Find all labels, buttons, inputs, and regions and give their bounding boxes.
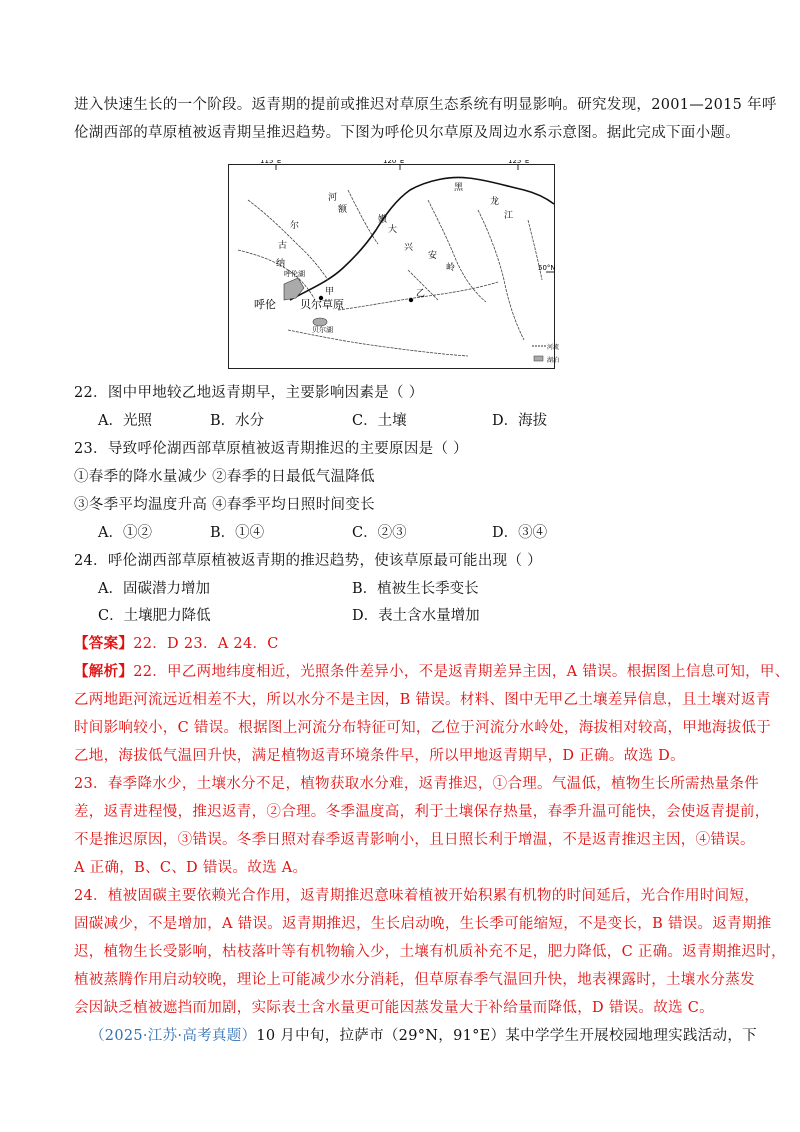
q22-stem: 22．图中甲地较乙地返青期早，主要影响因素是（ ） <box>74 385 424 401</box>
hulun-lake-label: 呼伦湖 <box>284 270 305 278</box>
river-char-e: 额 <box>338 205 348 215</box>
river-char-hei: 黑 <box>454 183 464 193</box>
intro-line-2: 伦湖西部的草原植被返青期呈推迟趋势。下图为呼伦贝尔草原及周边水系示意图。据此完成下面小题。 <box>74 125 740 141</box>
analysis-line-1 <box>74 660 790 681</box>
point-yi-marker <box>409 298 413 302</box>
lon-120-label: 120°E <box>383 160 405 165</box>
q23-stem: 23．导致呼伦湖西部草原植被返青期推迟的主要原因是（ ） <box>74 441 468 457</box>
intro-line-1: 进入快速生长的一个阶段。返青期的提前或推迟对草原生态系统有明显影响。研究发现，2001—2015 年呼 <box>74 97 777 113</box>
legend-river-label: 河流 <box>547 344 560 351</box>
q23-items-2: ③冬季平均温度升高 ④春季平均日照时间变长 <box>74 497 375 513</box>
map-svg <box>228 160 562 370</box>
analysis-line-9: 24．植被固碳主要依赖光合作用，返青期推迟意味着植被开始积累有机物的时间延后，光合作用时间短， <box>74 888 760 904</box>
analysis-line-2: 乙两地距河流远近相差不大，所以水分不是主因，B 错误。材料、图中无甲乙土壤差异信息，且土壤对返青 <box>74 692 771 708</box>
grassland-label: 贝尔草原 <box>300 298 344 311</box>
q23-items-1: ①春季的降水量减少 ②春季的日最低气温降低 <box>74 469 375 485</box>
mountain-char-an: 安 <box>428 251 438 261</box>
q22-option-a: A．光照 <box>98 413 152 429</box>
answer-tag: 【答案】 <box>74 635 134 652</box>
buir-lake-label: 贝尔湖 <box>312 326 333 334</box>
analysis-line-5: 23．春季降水少，土壤水分不足，植物获取水分难，返青推迟，①合理。气温低，植物生长所需热量条件 <box>74 776 760 792</box>
next-question-text: 10 月中旬，拉萨市（29°N，91°E）某中学学生开展校园地理实践活动，下 <box>256 1028 757 1044</box>
analysis-line-6: 差，返青进程慢，推迟返青，②合理。冬季温度高，利于土壤保存热量，春季升温可能快，会使返青提前， <box>74 804 770 820</box>
mountain-char-ling: 岭 <box>446 263 456 273</box>
q22-option-b: B．水分 <box>210 413 265 429</box>
q24-option-b: B．植被生长季变长 <box>352 581 479 597</box>
analysis-text-1: 22．甲乙两地纬度相近，光照条件差异小，不是返青期差异主因，A 错误。根据图上信息可知，甲、 <box>133 664 790 680</box>
river-char-nen: 嫩 <box>378 215 388 225</box>
q22-option-c: C．土壤 <box>352 413 407 429</box>
analysis-line-8: A 正确，B、C、D 错误。故选 A。 <box>74 860 308 876</box>
legend-lake-icon <box>534 356 543 361</box>
analysis-line-13: 会因缺乏植被遮挡而加剧，实际表土含水量更可能因蒸发量大于补给量而降低，D 错误。故选 C。 <box>74 1000 714 1016</box>
lat-50-label: 50°N <box>538 264 556 272</box>
hulun-label: 呼伦 <box>254 298 276 311</box>
q24-stem: 24．呼伦湖西部草原植被返青期的推迟趋势，使该草原最可能出现（ ） <box>74 553 542 569</box>
q23-option-b: B．①④ <box>210 525 265 541</box>
hulunbuir-map-figure <box>228 160 562 370</box>
mountain-char-xing: 兴 <box>404 243 414 253</box>
next-question-line <box>90 1024 757 1045</box>
q24-option-c: C．土壤肥力降低 <box>98 608 211 624</box>
q22-option-d: D．海拔 <box>492 413 548 429</box>
analysis-line-7: 不是推迟原因，③错误。冬季日照对春季返青影响小，且日照长利于增温，不是返青推迟主因，④错误。 <box>74 832 755 848</box>
river-char-he: 河 <box>328 193 338 203</box>
lon-125-label: 125°E <box>508 160 530 165</box>
source-tag: （2025·江苏·高考真题） <box>90 1028 257 1044</box>
q24-option-a: A．固碳潜力增加 <box>98 581 210 597</box>
analysis-line-12: 植被蒸腾作用启动较晚，理论上可能减少水分消耗，但草原春季气温回升快，地表裸露时，土壤水分蒸发 <box>74 972 755 988</box>
answer-line <box>74 632 279 653</box>
jia-label: 甲 <box>325 287 335 297</box>
answer-text: 22．D 23．A 24．C <box>133 636 279 652</box>
river-char-gu: 古 <box>278 241 288 251</box>
river-char-jiang: 江 <box>504 211 514 221</box>
mountain-char-da: 大 <box>388 225 398 235</box>
analysis-line-10: 固碳减少，不是增加，A 错误。返青期推迟，生长启动晚，生长季可能缩短，不是变长，B 错误。返青期推 <box>74 916 772 932</box>
yi-label: 乙 <box>416 289 426 299</box>
river-char-er: 尔 <box>290 221 300 231</box>
analysis-line-3: 时间影响较小，C 错误。根据图上河流分布特征可知，乙位于河流分水岭处，海拔相对较高，甲地海拔低于 <box>74 720 772 736</box>
q23-option-c: C．②③ <box>352 525 407 541</box>
analysis-line-4: 乙地，海拔低气温回升快，满足植物返青环境条件早，所以甲地返青期早，D 正确。故选 D。 <box>74 748 685 764</box>
q23-option-a: A．①② <box>98 525 152 541</box>
analysis-tag: 【解析】 <box>74 663 134 680</box>
buir-lake-shape <box>313 318 327 326</box>
q24-option-d: D．表土含水量增加 <box>352 608 480 624</box>
river-char-na: 纳 <box>276 259 286 269</box>
lon-115-label: 115°E <box>260 160 282 165</box>
q23-option-d: D．③④ <box>492 525 548 541</box>
river-char-long: 龙 <box>490 197 500 207</box>
legend-lake-label: 湖泊 <box>547 357 560 364</box>
analysis-line-11: 迟，植物生长受影响，枯枝落叶等有机物输入少，土壤有机质补充不足，肥力降低，C 正确。返青期推迟时， <box>74 944 786 960</box>
